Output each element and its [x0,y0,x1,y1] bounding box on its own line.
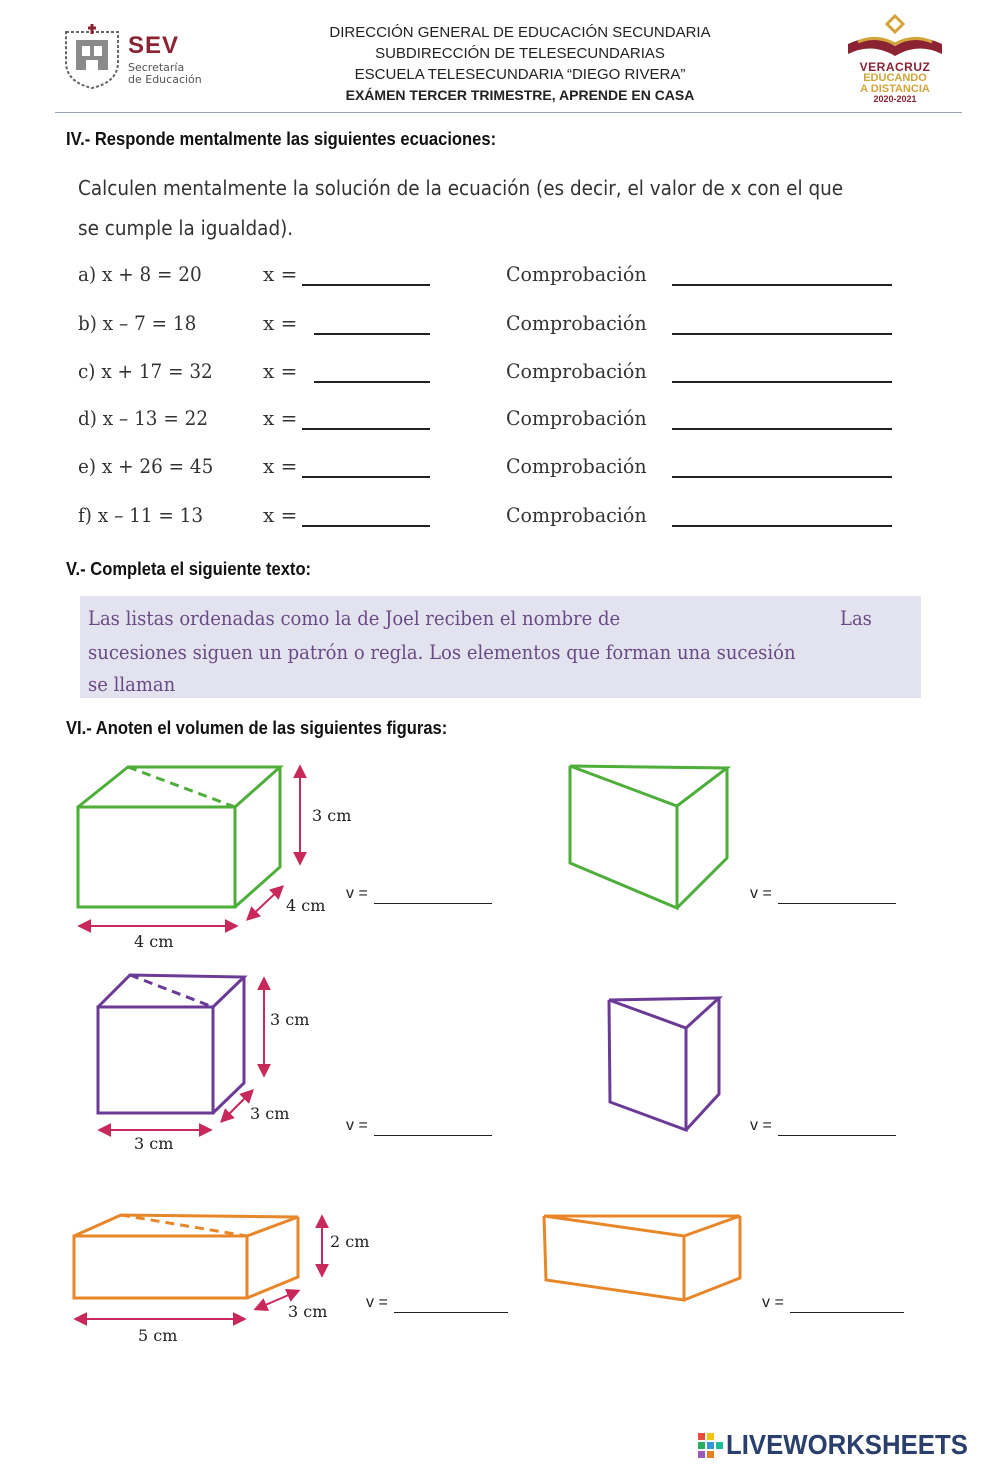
liveworksheets-brand: LIVEWORKSHEETS [726,1429,968,1460]
instruction-line-1: Calculen mentalmente la solución de la ecuación (es decir, el valor de x con el que [78,176,844,200]
check-answer-blank[interactable] [672,284,892,286]
sev-subtitle [128,62,202,86]
sev-logo [60,22,220,90]
green-prism-shape [78,767,280,907]
check-label: Comprobación [506,359,647,383]
orange-height-label: 2 cm [330,1232,370,1251]
x-label: x = [263,311,298,335]
x-answer-blank[interactable] [302,476,430,478]
check-label: Comprobación [506,406,647,430]
header-divider [55,112,962,113]
purple-prism-figure [90,965,330,1160]
green-volume-label: v = [346,885,368,902]
green-height-label: 3 cm [312,806,352,825]
orange-volume-label: v = [366,1294,388,1311]
orange-depth-label: 3 cm [288,1302,328,1321]
green-prism-figure [70,755,352,955]
green-volume-blank[interactable] [374,903,492,904]
sev-subtitle-line-1: Secretaría [128,61,185,74]
school-header [270,22,770,106]
liveworksheets-logo [698,1428,998,1462]
exam-title: EXÁMEN TERCER TRIMESTRE, APRENDE EN CASA [345,87,695,103]
equation-label: e) x + 26 = 45 [78,454,214,478]
x-label: x = [263,406,298,430]
green-tri-volume-label: v = [750,885,772,902]
green-tri-volume-blank[interactable] [778,903,896,904]
purple-volume-label: v = [346,1117,368,1134]
x-answer-blank[interactable] [314,333,430,335]
liveworksheets-icon [698,1433,724,1459]
equation-row [78,406,898,436]
check-answer-blank[interactable] [672,333,892,335]
green-width-label: 4 cm [134,932,174,951]
elements-name-blank[interactable] [200,672,400,696]
fill-in-text-box [80,596,921,698]
orange-tri-volume-blank[interactable] [790,1312,904,1313]
header-line-1: DIRECCIÓN GENERAL DE EDUCACIÓN SECUNDARIA [329,24,711,41]
purple-volume-blank[interactable] [374,1135,492,1136]
equation-label: d) x – 13 = 22 [78,406,209,430]
sequence-name-blank[interactable] [750,606,900,632]
equation-row [78,262,898,292]
equation-label: a) x + 8 = 20 [78,262,202,286]
purple-depth-label: 3 cm [250,1104,290,1123]
purple-prism-shape [98,975,244,1113]
x-label: x = [263,262,298,286]
orange-prism-figure [66,1205,370,1350]
orange-volume-blank[interactable] [394,1312,508,1313]
x-answer-blank[interactable] [302,428,430,430]
equation-row [78,454,898,484]
section-6-title: VI.- Anoten el volumen de las siguientes figuras: [66,718,448,738]
text-line-2: sucesiones siguen un patrón o regla. Los elementos que forman una sucesión [88,640,796,664]
equation-row [78,359,898,389]
veracruz-logo [842,14,948,106]
text-line-1b: Las [840,606,872,630]
header-line-3: ESCUELA TELESECUNDARIA “DIEGO RIVERA” [354,66,686,83]
instruction-line-2: se cumple la igualdad). [78,216,294,240]
x-answer-blank[interactable] [302,284,430,286]
orange-width-label: 5 cm [138,1326,178,1345]
purple-triangular-prism [600,990,730,1140]
veracruz-line-2: EDUCANDO [863,72,927,84]
open-book-icon [842,14,948,62]
equation-row [78,311,898,341]
veracruz-line-4: 2020-2021 [873,94,917,104]
check-label: Comprobación [506,454,647,478]
equation-row [78,503,898,533]
check-label: Comprobación [506,311,647,335]
green-triangular-prism [560,758,740,918]
veracruz-line-3: A DISTANCIA [860,83,930,95]
equation-label: c) x + 17 = 32 [78,359,213,383]
purple-tri-volume-blank[interactable] [778,1135,896,1136]
check-answer-blank[interactable] [672,525,892,527]
purple-prism-arrows [100,979,264,1130]
sev-shield-icon [60,22,124,90]
orange-prism-shape [74,1215,298,1298]
x-label: x = [263,454,298,478]
check-answer-blank[interactable] [672,381,892,383]
purple-width-label: 3 cm [134,1134,174,1153]
purple-tri-volume-label: v = [750,1117,772,1134]
equation-label: f) x – 11 = 13 [78,503,204,527]
green-depth-label: 4 cm [286,896,326,915]
section-4-title: IV.- Responde mentalmente las siguientes ecuaciones: [66,129,497,149]
veracruz-line-1: VERACRUZ [859,60,931,74]
check-answer-blank[interactable] [672,428,892,430]
check-label: Comprobación [506,503,647,527]
x-answer-blank[interactable] [314,381,430,383]
section-5-title: V.- Completa el siguiente texto: [66,559,312,579]
header-line-2: SUBDIRECCIÓN DE TELESECUNDARIAS [375,45,665,62]
x-answer-blank[interactable] [302,525,430,527]
x-label: x = [263,503,298,527]
equation-label: b) x – 7 = 18 [78,311,197,335]
check-label: Comprobación [506,262,647,286]
orange-prism-arrows [76,1217,322,1319]
purple-height-label: 3 cm [270,1010,310,1029]
x-label: x = [263,359,298,383]
sev-subtitle-line-2: de Educación [128,73,202,86]
text-line-3: se llaman [88,672,176,696]
check-answer-blank[interactable] [672,476,892,478]
sev-brand: SEV [128,32,180,59]
orange-triangular-prism [536,1208,751,1308]
orange-tri-volume-label: v = [762,1294,784,1311]
text-line-1a: Las listas ordenadas como la de Joel reciben el nombre de [88,606,621,630]
